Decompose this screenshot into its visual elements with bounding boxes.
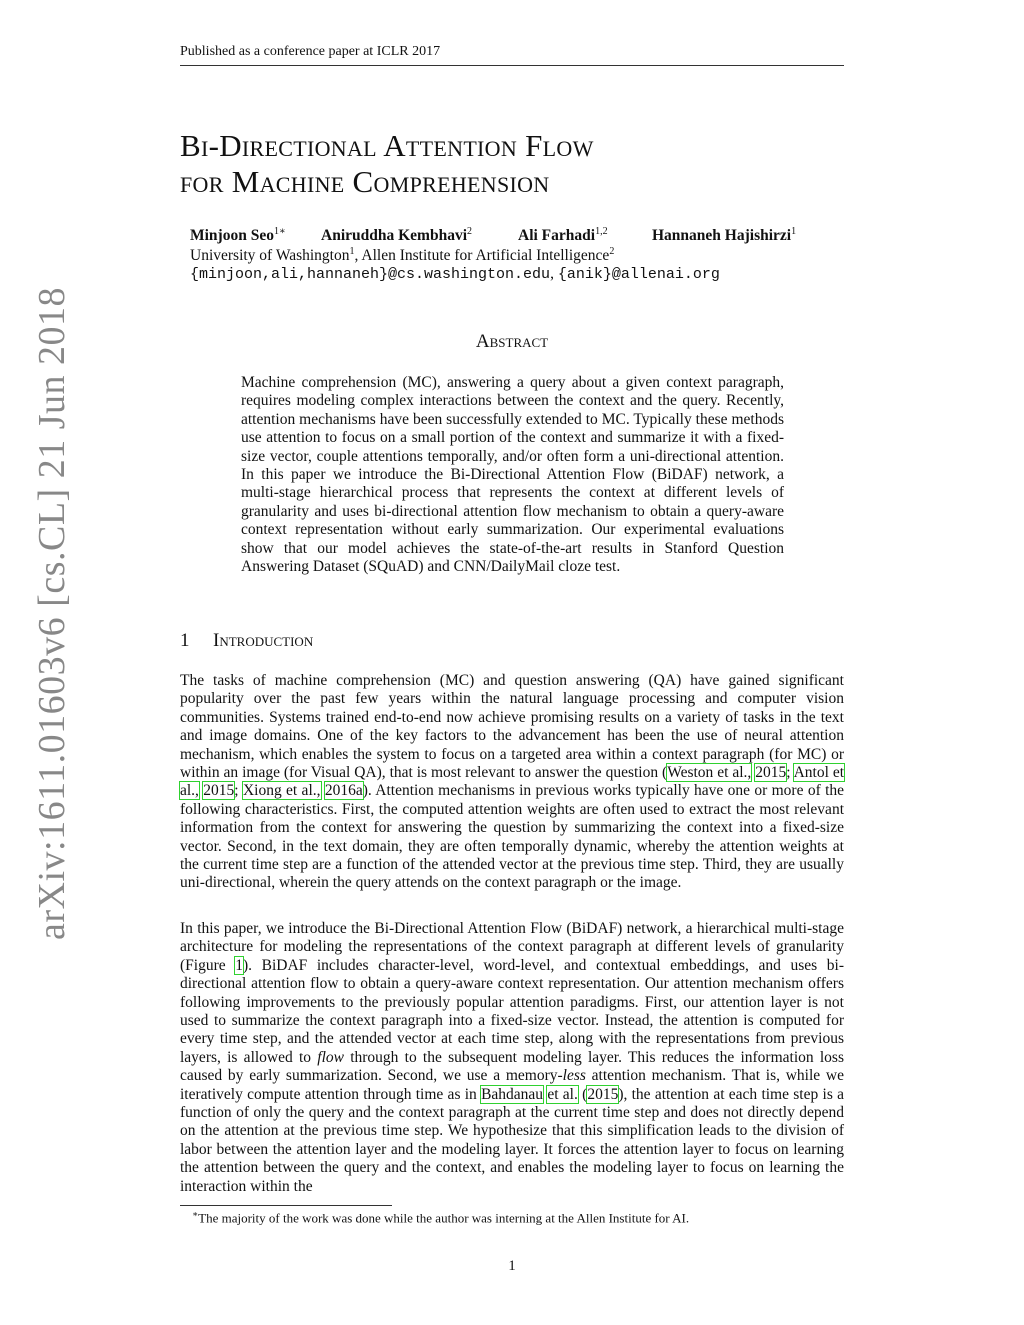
author-name: Minjoon Seo <box>190 227 274 245</box>
email-ai2: {anik}@allenai.org <box>557 266 720 283</box>
abstract-heading: Abstract <box>475 331 549 352</box>
footnote-mark: ∗ <box>192 1209 199 1219</box>
para-text: ; <box>786 764 794 782</box>
footnote-rule <box>180 1205 392 1206</box>
section-number: 1 <box>180 630 190 651</box>
footnote-text: The majority of the work was done while the author was interning at the Allen Institute for AI. <box>198 1210 690 1226</box>
running-header: Published as a conference paper at ICLR 2017 <box>180 44 441 59</box>
email-uw: {minjoon,ali,hannaneh}@cs.washington.edu <box>190 266 551 283</box>
paper-title <box>180 128 844 200</box>
citation-link[interactable]: 2016a <box>324 782 363 800</box>
emphasis: flow <box>317 1048 344 1066</box>
citation-link[interactable]: et al. <box>547 1085 578 1103</box>
para-text: attention mechanism. That is, while we iteratively compute attention through time as in <box>180 1067 845 1103</box>
section-title: Introduction <box>213 630 314 651</box>
section-heading <box>180 630 313 652</box>
header-rule <box>180 65 844 66</box>
citation-link[interactable]: Weston et al., <box>667 764 752 782</box>
author-sup: 1∗ <box>273 226 286 237</box>
author <box>190 226 286 245</box>
author <box>321 226 472 245</box>
para-text: ). BiDAF includes character-level, word-level, and contextual embeddings, and uses bi-directional attention flow to obtain a query-aware context representation. Our attention mechanism offers following improvements to the previously popular attention paradigms. First, our attention layer is not used to summarize the context paragraph into a fixed-size vector. Instead, the attention is computed for every time step, and the attended vector at each time step, along with the representations from previous layers, is allowed to <box>180 956 844 1066</box>
affiliation-sup: 1 <box>349 246 355 257</box>
title-line-2: for Machine Comprehension <box>180 164 550 199</box>
author <box>518 226 608 245</box>
author-name: Hannaneh Hajishirzi <box>652 227 792 245</box>
arxiv-stamp: arXiv:1611.01603v6 [cs.CL] 21 Jun 2018 <box>31 287 73 940</box>
email-separator: , <box>550 265 558 282</box>
para-text: ), the attention at each time step is a function of only the query and the context paragraph at the current time step and does not directly depend on the attention at the previous time step. We hypothesize that this simplification leads to the division of labor between the attention layer and the modeling layer. It forces the attention layer to focus on learning the attention between the query and the context, and enables the modeling layer to focus on learning the interaction within the <box>180 1085 844 1195</box>
author-sup: 2 <box>467 226 473 237</box>
author-name: Ali Farhadi <box>518 227 596 245</box>
title-line-1: Bi-Directional Attention Flow <box>180 128 594 163</box>
intro-paragraph-1 <box>180 672 844 893</box>
citation-link[interactable]: 2015 <box>755 764 787 782</box>
para-text: In this paper, we introduce the Bi-Directional Attention Flow (BiDAF) network, a hierarchical multi-stage architecture for modeling the representations of the context paragraph at different levels of granularity (Figure <box>180 920 844 974</box>
intro-paragraph-2 <box>180 920 844 1196</box>
affiliations <box>190 246 614 265</box>
citation-link[interactable]: 2015 <box>587 1085 619 1103</box>
affiliation-ai2: Allen Institute for Artificial Intelligence <box>361 247 610 265</box>
para-text: ; <box>234 782 243 800</box>
affiliation-separator: , <box>354 247 362 265</box>
para-text: ). Attention mechanisms in previous works typically have one or more of the following characteristics. First, the computed attention weights are often used to extract the most relevant information from the context for answering the question by summarizing the context into a fixed-size vector. Second, in the text domain, they are often temporally dynamic, whereby the attention weights at the current time step are a function of the attended vector at the previous time step. Third, they are usually uni-directional, wherein the query attends on the context paragraph or the image. <box>180 782 845 892</box>
emphasis: less <box>562 1067 586 1085</box>
affiliation-sup: 2 <box>609 246 615 257</box>
page-number: 1 <box>508 1258 516 1274</box>
figure-ref-link[interactable]: 1 <box>235 956 243 974</box>
author-sup: 1,2 <box>595 226 608 237</box>
author-sup: 1 <box>791 226 797 237</box>
para-text: through to the subsequent modeling layer. This reduces the information loss caused by early summarization. Second, we use a memory- <box>180 1048 844 1085</box>
abstract-text: Machine comprehension (MC), answering a query about a given context paragraph, requires modeling complex interactions between the context and the query. Recently, attention mechanisms have been successfully extended to MC. Typically these methods use attention to focus on a small portion of the context and summarize it with a fixed-size vector, couple attentions temporally, and/or often form a uni-directional attention. In this paper we introduce the Bi-Directional Attention Flow (BiDAF) network, a multi-stage hierarchical process that represents the context at different levels of granularity and uses bi-directional attention flow mechanism to obtain a query-aware context representation without early summarization. Our experimental evaluations show that our model achieves the state-of-the-art results in Stanford Question Answering Dataset (SQuAD) and CNN/DailyMail cloze test. <box>241 374 784 576</box>
citation-link[interactable]: Antol et al., <box>180 764 845 800</box>
affiliation-uw: University of Washington <box>190 247 350 265</box>
citation-link[interactable]: Xiong et al., <box>242 782 321 800</box>
author-name: Aniruddha Kembhavi <box>321 227 468 245</box>
author <box>652 226 796 245</box>
para-text: ( <box>577 1085 588 1103</box>
footnote <box>192 1209 689 1226</box>
author-emails <box>190 265 720 283</box>
citation-link[interactable]: Bahdanau <box>481 1085 544 1103</box>
citation-link[interactable]: 2015 <box>203 782 235 800</box>
para-text: The tasks of machine comprehension (MC) and question answering (QA) have gained significant popularity over the past few years within the natural language processing and computer vision communities. Systems trained end-to-end now achieve promising results on a variety of tasks in the text and image domains. One of the key factors to the advancement has been the use of neural attention mechanism, which enables the system to focus on a targeted area within a context paragraph (for MC) or within an image (for Visual QA), that is most relevant to answer the question ( <box>180 672 844 782</box>
